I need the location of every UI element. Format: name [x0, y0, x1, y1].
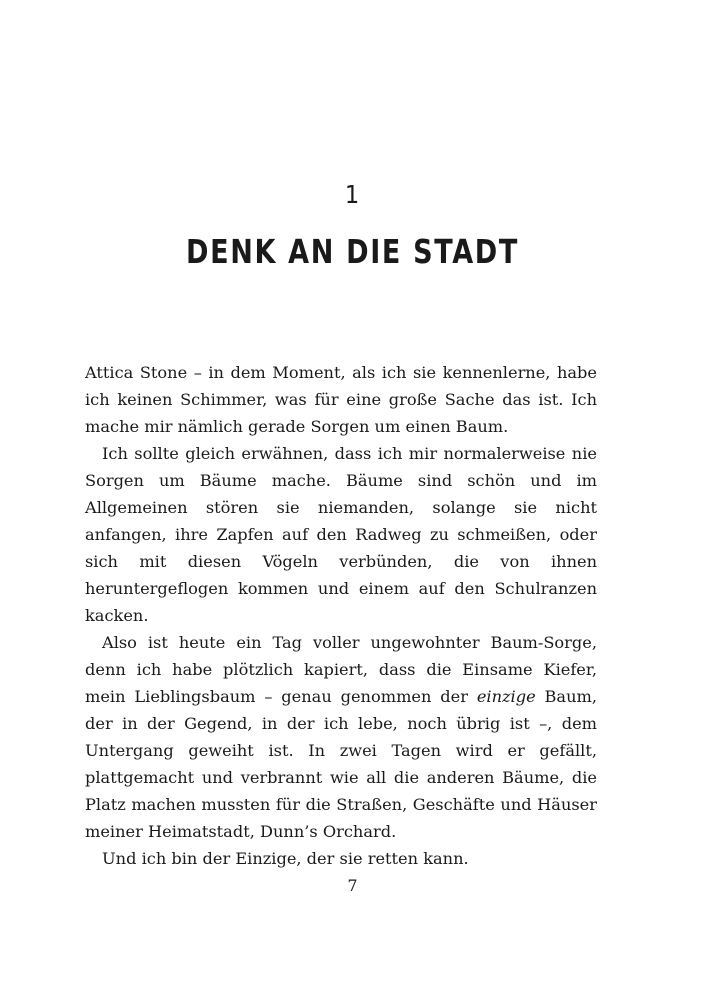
page-number: 7: [347, 876, 358, 895]
chapter-body: [85, 359, 597, 872]
paragraph-text: Also ist heute ein Tag voller ungewohnter Baum-Sorge, denn ich habe plötzlich kapiert, dass die Einsame Kiefer, mein Lieblingsbaum – genau genommen der: [85, 633, 597, 706]
paragraph-text: Attica Stone – in dem Moment, als ich sie kennenlerne, habe ich keinen Schimmer, was für eine große Sache das ist. Ich mache mir nämlich gerade Sorgen um einen Baum.: [85, 363, 597, 436]
emphasized-word: einzige: [476, 687, 536, 706]
paragraph-text: Ich sollte gleich erwähnen, dass ich mir normalerweise nie Sorgen um Bäume mache. Bäume sind schön und im Allgemeinen stören sie niemanden, solange sie nicht anfangen, ihre Zapfen auf den Radweg zu schmeißen, oder sich mit diesen Vögeln verbünden, die von ihnen heruntergeflogen kommen und einem auf den Schulranzen kacken.: [85, 444, 597, 625]
paragraph-4: [85, 845, 597, 872]
paragraph-3: [85, 629, 597, 845]
paragraph-2: [85, 440, 597, 629]
chapter-number: 1: [344, 180, 361, 209]
paragraph-text: Und ich bin der Einzige, der sie retten kann.: [102, 849, 469, 868]
paragraph-1: [85, 359, 597, 440]
paragraph-text: Baum, der in der Gegend, in der ich lebe, noch übrig ist –, dem Untergang geweiht ist. In zwei Tagen wird er gefällt, plattgemacht und verbrannt wie all die anderen Bäume, die Platz machen mussten für die Straßen, Geschäfte und Häuser meiner Heimatstadt, Dunn’s Orchard.: [85, 687, 597, 841]
chapter-title: DENK AN DIE STADT: [185, 232, 520, 271]
